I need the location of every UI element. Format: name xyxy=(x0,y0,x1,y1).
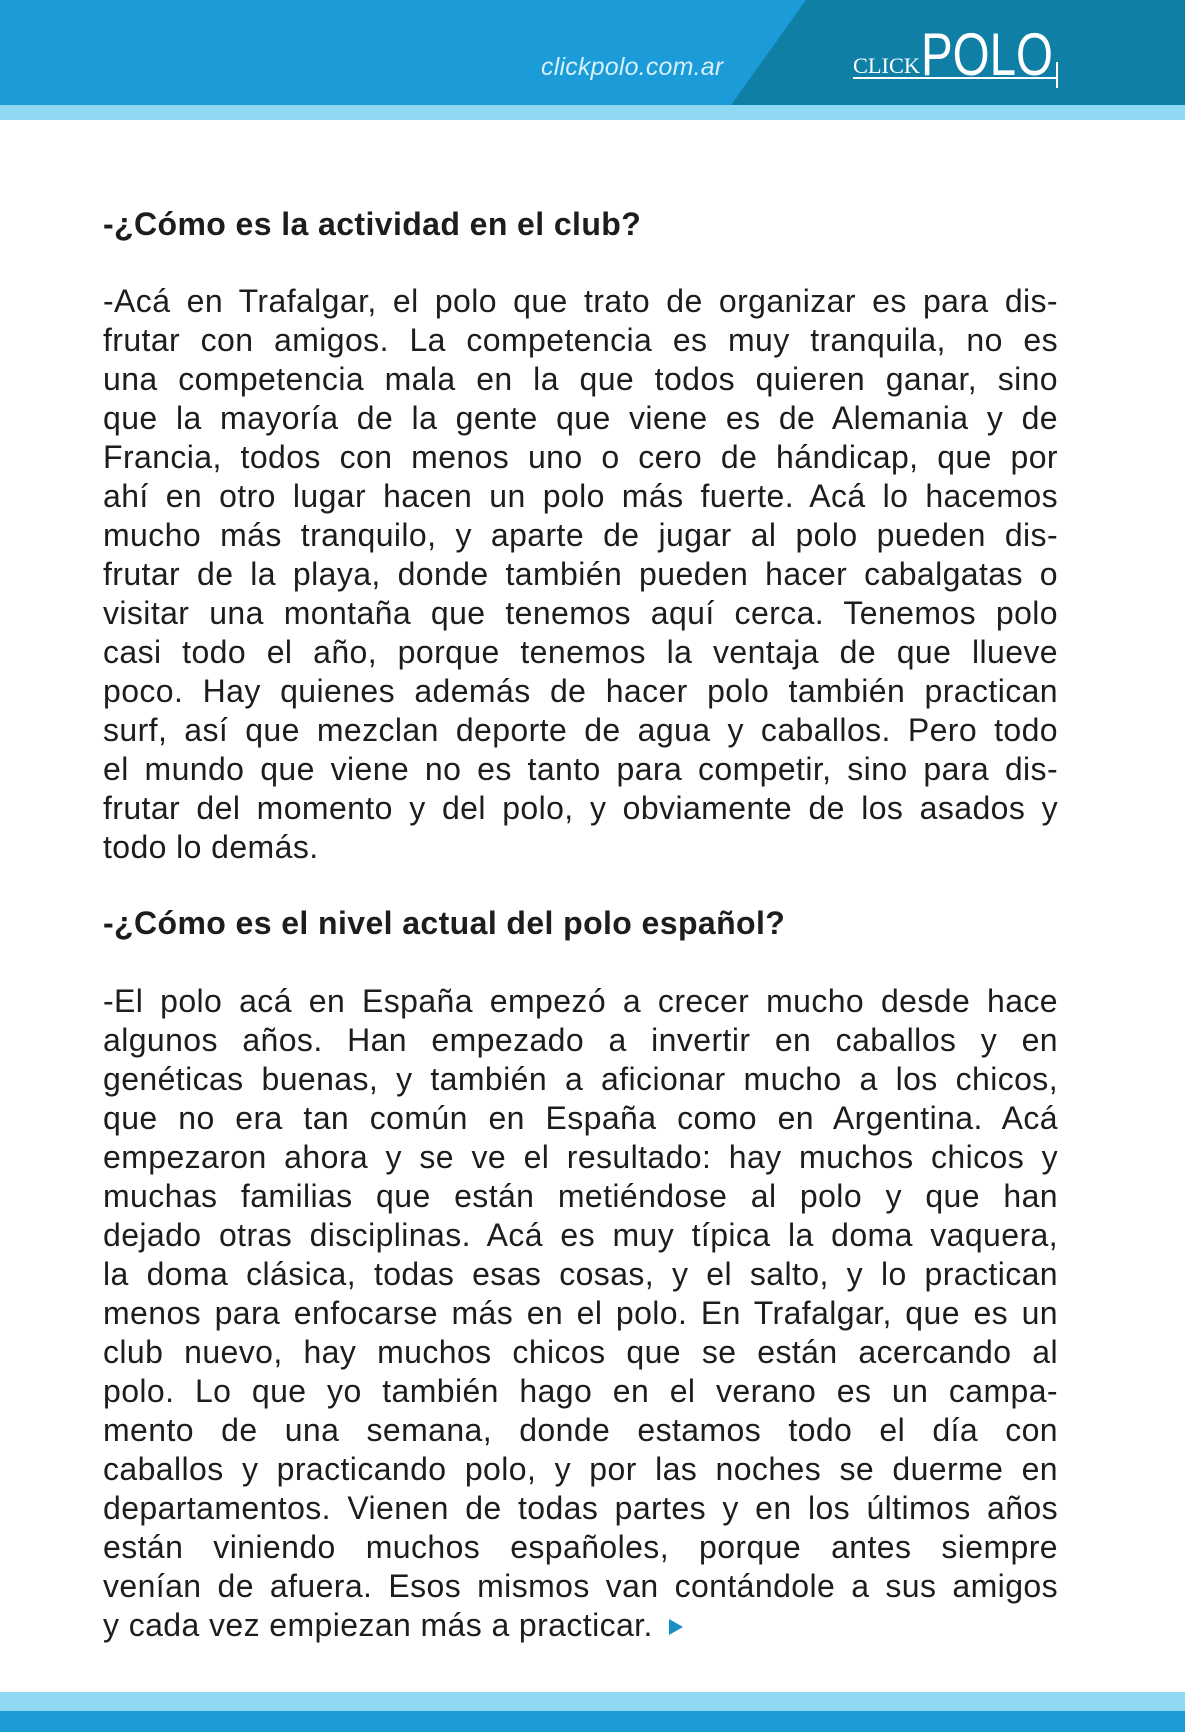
answer-line-text: poco. Hay quienes además de hacer polo también practican xyxy=(103,673,1058,709)
play-triangle-icon xyxy=(669,1619,683,1635)
answer-line xyxy=(103,633,1058,672)
answer-line-text: todo lo demás. xyxy=(103,829,319,865)
answer-line-text: muchas familias que están metiéndose al polo y que han xyxy=(103,1178,1058,1214)
answer-line xyxy=(103,1333,1058,1372)
answer-line-text: Francia, todos con menos uno o cero de hándicap, que por xyxy=(103,439,1058,475)
answer-line-text: genéticas buenas, y también a aficionar mucho a los chicos, xyxy=(103,1061,1058,1097)
answer-line xyxy=(103,516,1058,555)
footer-stripe-light xyxy=(0,1692,1185,1711)
answer-line xyxy=(103,1372,1058,1411)
answer-line xyxy=(103,321,1058,360)
answer-line-text: -Acá en Trafalgar, el polo que trato de organizar es para dis- xyxy=(103,283,1058,319)
answer-line-text: mucho más tranquilo, y aparte de jugar al polo pueden dis- xyxy=(103,517,1058,553)
answer-line xyxy=(103,555,1058,594)
answer-line-text: el mundo que viene no es tanto para competir, sino para dis- xyxy=(103,751,1058,787)
footer-stripe-dark xyxy=(0,1711,1185,1732)
answer-line-text: polo. Lo que yo también hago en el verano es un campa- xyxy=(103,1373,1058,1409)
answer-line-text: que no era tan común en España como en Argentina. Acá xyxy=(103,1100,1058,1136)
answer-line-text: -El polo acá en España empezó a crecer mucho desde hace xyxy=(103,983,1058,1019)
answer-line-text: que la mayoría de la gente que viene es de Alemania y de xyxy=(103,400,1058,436)
answer-line xyxy=(103,1177,1058,1216)
answer-line-text: menos para enfocarse más en el polo. En Trafalgar, que es un xyxy=(103,1295,1058,1331)
answer-line xyxy=(103,1528,1058,1567)
clickpolo-logo[interactable] xyxy=(848,22,1068,94)
answer-line xyxy=(103,1567,1058,1606)
answer-line-text: club nuevo, hay muchos chicos que se están acercando al xyxy=(103,1334,1058,1370)
answer-line xyxy=(103,1099,1058,1138)
site-url[interactable]: clickpolo.com.ar xyxy=(541,53,724,81)
answer-line-text: mento de una semana, donde estamos todo el día con xyxy=(103,1412,1058,1448)
answer-line xyxy=(103,594,1058,633)
answer-line-text: dejado otras disciplinas. Acá es muy típica la doma vaquera, xyxy=(103,1217,1058,1253)
answer-line-text: visitar una montaña que tenemos aquí cerca. Tenemos polo xyxy=(103,595,1058,631)
answer-line-text: frutar con amigos. La competencia es muy tranquila, no es xyxy=(103,322,1058,358)
logo-click-text: CLICK xyxy=(853,53,921,78)
answer-line-text: y cada vez empiezan más a practicar. xyxy=(103,1607,653,1643)
answer-line-text: están viniendo muchos españoles, porque antes siempre xyxy=(103,1529,1058,1565)
answer-line-text: algunos años. Han empezado a invertir en caballos y en xyxy=(103,1022,1058,1058)
answer-line xyxy=(103,1138,1058,1177)
answer-line-text: departamentos. Vienen de todas partes y en los últimos años xyxy=(103,1490,1058,1526)
logo-polo-text: POLO xyxy=(921,21,1053,88)
answer-line-text: frutar del momento y del polo, y obviamente de los asados y xyxy=(103,790,1058,826)
answer-line-text: empezaron ahora y se ve el resultado: hay muchos chicos y xyxy=(103,1139,1058,1175)
answer-line-text: frutar de la playa, donde también pueden hacer cabalgatas o xyxy=(103,556,1058,592)
answer-line-text: una competencia mala en la que todos quieren ganar, sino xyxy=(103,361,1058,397)
answer-line xyxy=(103,1489,1058,1528)
header-stripe xyxy=(0,105,1185,120)
answer-line xyxy=(103,750,1058,789)
answer-line xyxy=(103,982,1058,1021)
answer-paragraph xyxy=(103,982,1058,1645)
answer-line xyxy=(103,1294,1058,1333)
answer-line xyxy=(103,438,1058,477)
answer-line xyxy=(103,282,1058,321)
answer-line xyxy=(103,477,1058,516)
answer-line xyxy=(103,789,1058,828)
answer-line xyxy=(103,1255,1058,1294)
answer-line-text: la doma clásica, todas esas cosas, y el salto, y lo practican xyxy=(103,1256,1058,1292)
answer-line-text: surf, así que mezclan deporte de agua y caballos. Pero todo xyxy=(103,712,1058,748)
question-heading: -¿Cómo es el nivel actual del polo español? xyxy=(103,905,786,941)
answer-line-text: ahí en otro lugar hacen un polo más fuerte. Acá lo hacemos xyxy=(103,478,1058,514)
answer-line xyxy=(103,1411,1058,1450)
answer-line xyxy=(103,360,1058,399)
answer-line xyxy=(103,1450,1058,1489)
answer-line xyxy=(103,1021,1058,1060)
answer-line xyxy=(103,1606,1058,1645)
answer-line xyxy=(103,711,1058,750)
answer-line xyxy=(103,399,1058,438)
page-header xyxy=(0,0,1185,120)
answer-line-text: caballos y practicando polo, y por las noches se duerme en xyxy=(103,1451,1058,1487)
answer-line-text: venían de afuera. Esos mismos van contándole a sus amigos xyxy=(103,1568,1058,1604)
answer-line xyxy=(103,672,1058,711)
answer-line xyxy=(103,1060,1058,1099)
question-heading: -¿Cómo es la actividad en el club? xyxy=(103,206,642,242)
answer-line xyxy=(103,828,1058,867)
answer-line xyxy=(103,1216,1058,1255)
answer-paragraph xyxy=(103,282,1058,867)
answer-line-text: casi todo el año, porque tenemos la ventaja de que llueve xyxy=(103,634,1058,670)
